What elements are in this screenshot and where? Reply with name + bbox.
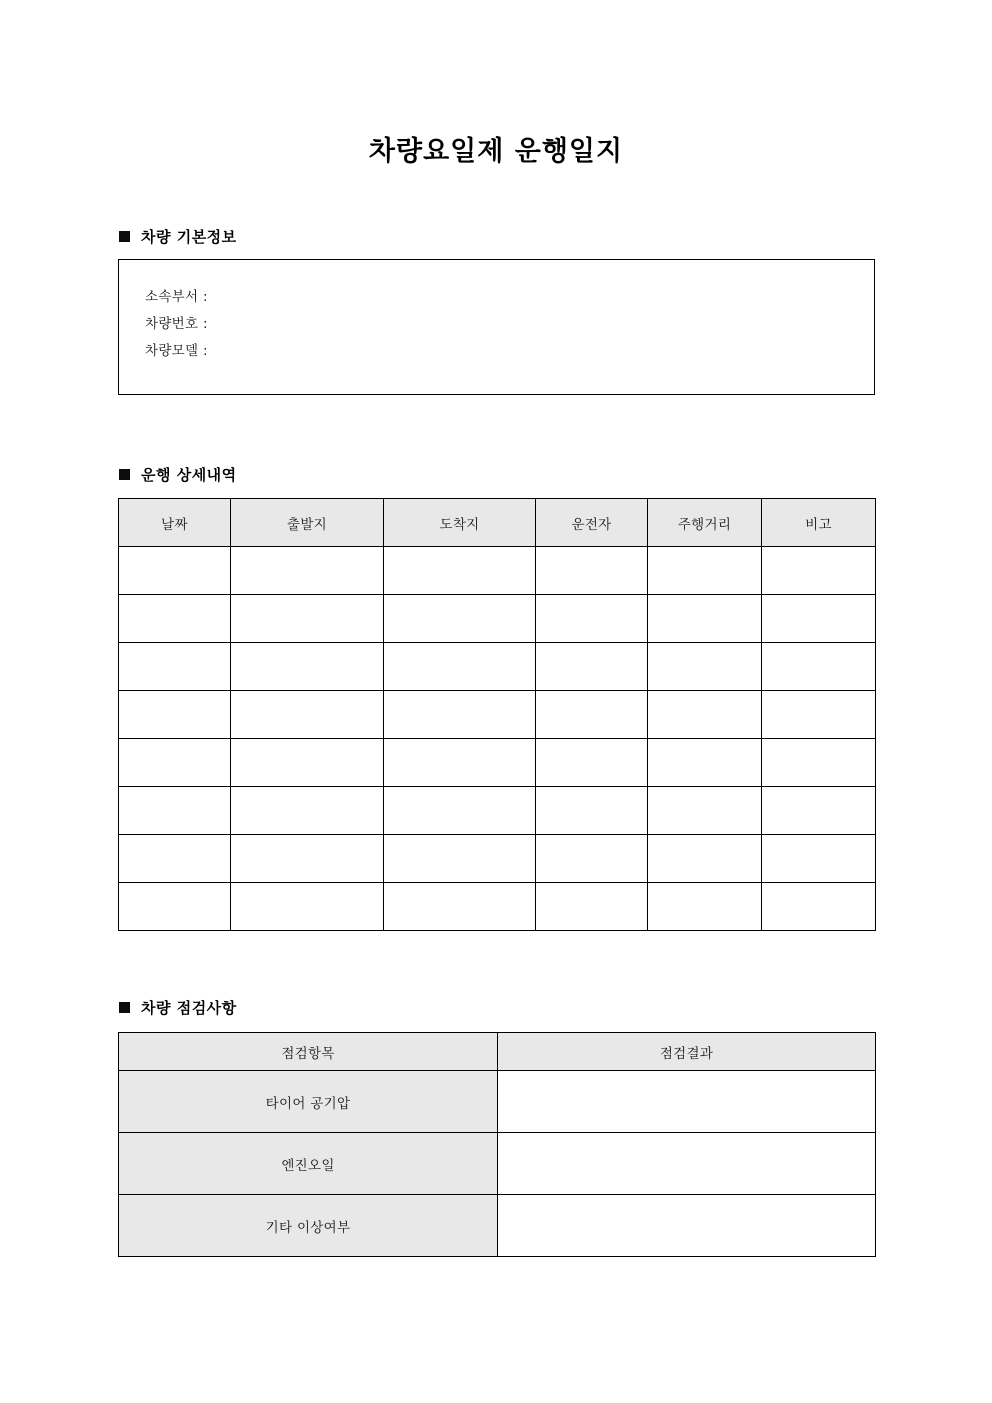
cell-driver[interactable] (536, 595, 648, 643)
cell-inspection-item: 타이어 공기압 (119, 1071, 498, 1133)
cell-driver[interactable] (536, 547, 648, 595)
field-department-label[interactable]: 소속부서 : (145, 289, 208, 305)
cell-distance[interactable] (648, 547, 762, 595)
column-header-driver: 운전자 (536, 499, 648, 547)
page-title: 차량요일제 운행일지 (368, 136, 624, 167)
cell-remarks[interactable] (762, 835, 876, 883)
cell-destination[interactable] (384, 643, 536, 691)
cell-distance[interactable] (648, 787, 762, 835)
column-header-inspection-item: 점검항목 (119, 1033, 498, 1071)
cell-inspection-item: 기타 이상여부 (119, 1195, 498, 1257)
cell-driver[interactable] (536, 883, 648, 931)
table-row (119, 691, 876, 739)
cell-inspection-result[interactable] (498, 1133, 876, 1195)
cell-remarks[interactable] (762, 595, 876, 643)
cell-origin[interactable] (231, 595, 384, 643)
table-header-row (119, 1033, 876, 1071)
cell-distance[interactable] (648, 739, 762, 787)
cell-date[interactable] (119, 739, 231, 787)
cell-driver[interactable] (536, 643, 648, 691)
cell-driver[interactable] (536, 691, 648, 739)
cell-origin[interactable] (231, 787, 384, 835)
table-row (119, 787, 876, 835)
cell-date[interactable] (119, 547, 231, 595)
cell-remarks[interactable] (762, 691, 876, 739)
cell-date[interactable] (119, 643, 231, 691)
cell-inspection-item: 엔진오일 (119, 1133, 498, 1195)
table-row (119, 547, 876, 595)
cell-destination[interactable] (384, 595, 536, 643)
inspection-table-body (119, 1071, 876, 1257)
cell-origin[interactable] (231, 691, 384, 739)
table-row (119, 1133, 876, 1195)
field-vehicle-number-label[interactable]: 차량번호 : (145, 316, 208, 332)
section-heading-inspection (119, 997, 237, 1018)
square-bullet-icon (119, 469, 130, 480)
cell-origin[interactable] (231, 739, 384, 787)
field-vehicle-model-label[interactable]: 차량모델 : (145, 343, 208, 359)
cell-remarks[interactable] (762, 739, 876, 787)
column-header-destination: 도착지 (384, 499, 536, 547)
cell-driver[interactable] (536, 835, 648, 883)
cell-distance[interactable] (648, 835, 762, 883)
cell-remarks[interactable] (762, 547, 876, 595)
cell-inspection-result[interactable] (498, 1071, 876, 1133)
cell-remarks[interactable] (762, 787, 876, 835)
cell-origin[interactable] (231, 883, 384, 931)
cell-remarks[interactable] (762, 643, 876, 691)
cell-destination[interactable] (384, 739, 536, 787)
column-header-origin: 출발지 (231, 499, 384, 547)
cell-distance[interactable] (648, 643, 762, 691)
column-header-remarks: 비고 (762, 499, 876, 547)
table-row (119, 595, 876, 643)
section-heading-trip-details (119, 464, 237, 485)
table-row (119, 1071, 876, 1133)
section-heading-basic-info (119, 226, 237, 247)
trip-details-table (118, 498, 876, 931)
cell-origin[interactable] (231, 547, 384, 595)
table-row (119, 835, 876, 883)
column-header-date: 날짜 (119, 499, 231, 547)
table-row (119, 739, 876, 787)
square-bullet-icon (119, 231, 130, 242)
cell-date[interactable] (119, 883, 231, 931)
section-heading-label: 차량 기본정보 (141, 228, 237, 246)
cell-destination[interactable] (384, 691, 536, 739)
table-row (119, 643, 876, 691)
cell-distance[interactable] (648, 595, 762, 643)
cell-driver[interactable] (536, 739, 648, 787)
inspection-table (118, 1032, 876, 1257)
cell-date[interactable] (119, 787, 231, 835)
cell-inspection-result[interactable] (498, 1195, 876, 1257)
basic-info-box (118, 259, 875, 395)
cell-date[interactable] (119, 595, 231, 643)
cell-destination[interactable] (384, 547, 536, 595)
column-header-inspection-result: 점검결과 (498, 1033, 876, 1071)
cell-distance[interactable] (648, 691, 762, 739)
table-row (119, 883, 876, 931)
cell-date[interactable] (119, 691, 231, 739)
cell-remarks[interactable] (762, 883, 876, 931)
cell-date[interactable] (119, 835, 231, 883)
cell-distance[interactable] (648, 883, 762, 931)
section-heading-label: 차량 점검사항 (141, 999, 237, 1017)
section-heading-label: 운행 상세내역 (141, 466, 237, 484)
table-header-row (119, 499, 876, 547)
cell-driver[interactable] (536, 787, 648, 835)
cell-destination[interactable] (384, 835, 536, 883)
cell-origin[interactable] (231, 835, 384, 883)
column-header-distance: 주행거리 (648, 499, 762, 547)
cell-destination[interactable] (384, 787, 536, 835)
table-row (119, 1195, 876, 1257)
cell-destination[interactable] (384, 883, 536, 931)
cell-origin[interactable] (231, 643, 384, 691)
square-bullet-icon (119, 1002, 130, 1013)
trip-table-body (119, 547, 876, 931)
